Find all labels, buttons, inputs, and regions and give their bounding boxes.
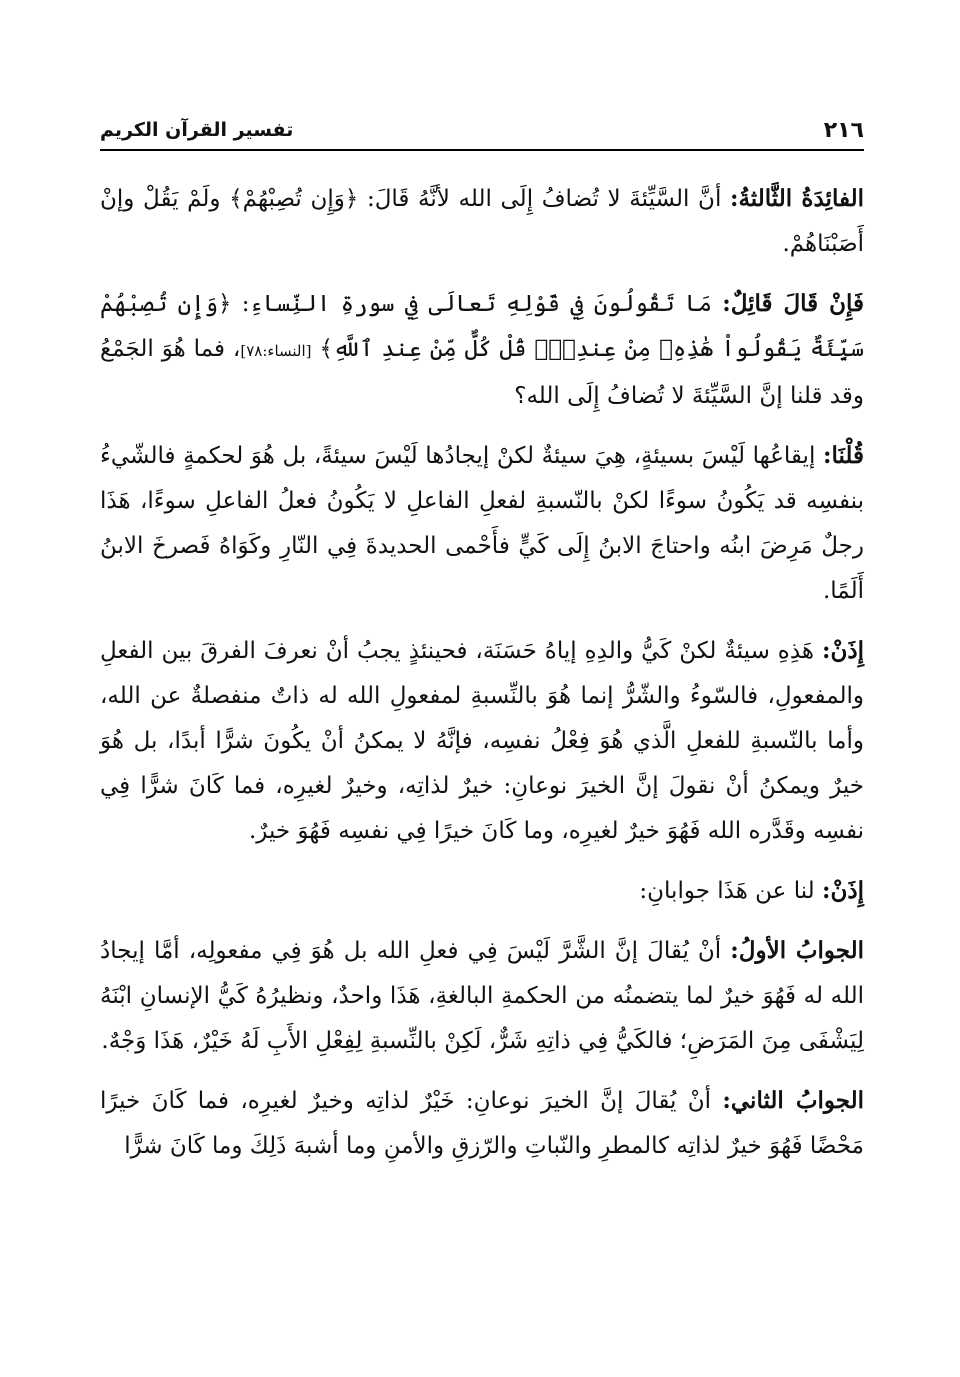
running-header — [100, 112, 864, 148]
paragraph-lead: قُلْنَا: — [822, 442, 865, 469]
paragraph-answer — [100, 433, 864, 614]
book-title: تفسير القرآن الكريم — [100, 119, 294, 141]
paragraph-two-answers — [100, 868, 864, 914]
paragraph-lead: الجوابُ الأولُ: — [730, 937, 864, 964]
header-rule — [100, 149, 864, 151]
paragraph-second-answer — [100, 1078, 864, 1169]
paragraph-objection — [100, 281, 864, 419]
paragraph-text-continued: ، فما هُوَ الجَمْعُ وقد قلنا إنَّ السَّيِّئةَ لا تُضافُ إِلَى الله؟ — [100, 336, 864, 409]
paragraph-therefore — [100, 628, 864, 854]
paragraph-text: أنْ يُقالَ إنَّ الشَّرَّ لَيْسَ فِي فعلِ الله بل هُوَ فِي مفعولِه، أمَّا إيجادُ الله له فَهُوَ خيرٌ لما يتضمنُه من الحكمةِ البالغةِ، هَذَا واحدٌ، ونظيرُهُ كَيُّ الإنسانِ ابْنَهُ لِيَشْفَى مِنَ المَرَضِ؛ فالكَيُّ فِي ذاتِهِ شَرٌّ، لَكِنْ بالنِّسبةِ لِفِعْلِ الأَبِ لَهُ خَيْرٌ، هَذَا وَجْهٌ. — [100, 938, 864, 1054]
paragraph-text: هَذِهِ سيئةٌ لكنْ كَيُّ والدِهِ إياهُ حَسَنَة، فحينئذٍ يجبُ أنْ نعرفَ الفرقَ بين الفعلِ والمفعولِ، فالسّوءُ والشّرُّ إنما هُوَ بالنِّسبةِ لمفعولِ الله له ذاتٌ منفصلةٌ عن الله، وأما بالنّسبةِ للفعلِ الَّذي هُوَ فِعْلُ نفسِه، فإنَّهُ لا يمكنُ أنْ يكُونَ شرًّا أبدًا، بل هُوَ خيرٌ ويمكنُ أنْ نقولَ إنَّ الخيرَ نوعانِ: خيرٌ لذاتِه، وخيرٌ لغيرِه، فما كَانَ شرًّا فِي نفسِه وقَدَّره الله فَهُوَ خيرٌ لغيرِه، وما كَانَ خيرًا فِي نفسِه فَهُوَ خيرٌ. — [100, 638, 864, 844]
paragraph-lead: إِذَنْ: — [822, 637, 865, 664]
paragraph-text: لنا عن هَذَا جوابانِ: — [639, 878, 815, 904]
paragraph-lead: إِذَنْ: — [821, 877, 864, 904]
paragraph-text: أنَّ السَّيِّئةَ لا تُضافُ إِلَى الله لأنَّهُ قَالَ: ﴿وَإِن تُصِبْهُمْ﴾ ولَمْ يَقُلْ وإنْ أَصَبْنَاهُمْ. — [100, 186, 864, 257]
paragraph-first-answer — [100, 928, 864, 1064]
paragraph-lead: الفائِدَةُ الثَّالثةُ: — [729, 185, 864, 212]
paragraph-third-benefit — [100, 176, 864, 267]
paragraph-text: إيقاعُها لَيْسَ بسيئةٍ، هِيَ سيئةٌ لكنْ إيجادُها لَيْسَ سيئةً، بل هُوَ لحكمةٍ فالشّيءُ بنفسِه قد يَكُونُ سوءًا لكنْ بالنّسبةِ لفعلِ الفاعلِ لا يَكُونُ فعلُ الفاعلِ سوءًا، هَذَا رجلٌ مَرِضَ ابنُه واحتاجَ الابنُ إِلَى كَيٍّ فأَحْمى الحديدةَ فِي النّارِ وكَوَاهُ فَصرخَ الابنُ أَلَمًا. — [100, 443, 864, 604]
verse-citation: [النساء:٧٨] — [240, 342, 312, 360]
page-body — [100, 176, 864, 1183]
paragraph-text: مَا تَقُولُونَ فِي قَوْلِهِ تَعالَى فِي سورةِ النِّساءِ: ﴿وَإِن تُصِبْهُمْ سَيِّئَةٌ يَقُولُواْ هَٰذِهِۦ مِنْ عِندِكَۚ قُلْ كُلٌّ مِّنْ عِندِ ٱللَّهِ﴾ — [100, 291, 864, 362]
paragraph-text: أنْ يُقالَ إنَّ الخيرَ نوعانِ: خَيْرٌ لذاتِه وخيرٌ لغيرِه، فما كَانَ خيرًا مَحْضًا فَهُوَ خيرٌ لذاتِه كالمطرِ والنّباتِ والرّزقِ والأمنِ وما أشبهَ ذَلِكَ وما كَانَ شرًّا — [100, 1088, 864, 1159]
paragraph-lead: الجوابُ الثاني: — [722, 1087, 864, 1114]
page-number: ٢١٦ — [823, 117, 864, 143]
paragraph-lead: فَإِنْ قَالَ قَائِلٌ: — [722, 290, 864, 317]
